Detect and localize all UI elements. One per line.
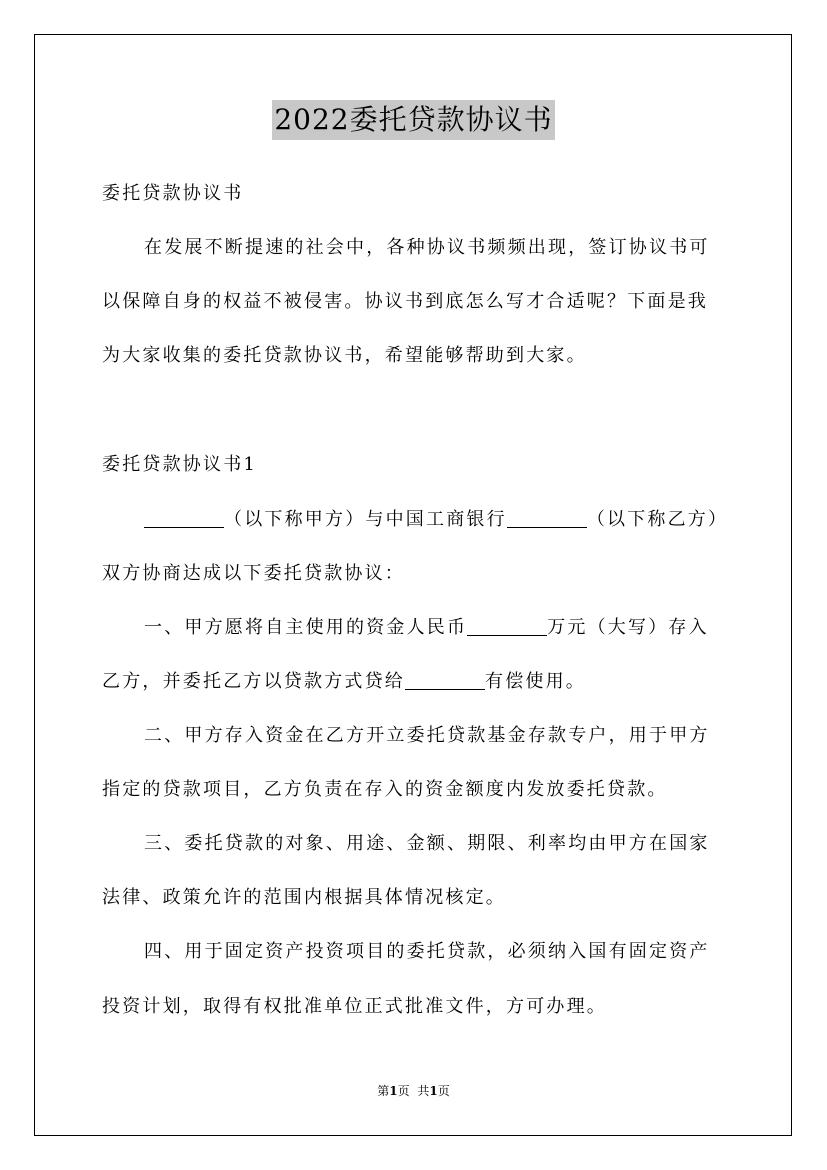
- document-subtitle: 委托贷款协议书: [102, 183, 244, 204]
- intro-line-1: 在发展不断提速的社会中，各种协议书频频出现，签订协议书可: [144, 237, 710, 258]
- clause1-text-3: 乙方，并委托乙方以贷款方式贷给: [102, 671, 405, 692]
- footer-page-suffix: 页: [397, 1084, 410, 1098]
- clause1-text-2: 万元（大写）存入: [547, 617, 709, 638]
- clause1-line-1: [144, 616, 709, 640]
- footer-total-prefix: 共: [417, 1084, 430, 1098]
- section-heading: 委托贷款协议书1: [102, 454, 258, 475]
- parties-text-1: （以下称甲方）与中国工商银行: [224, 509, 507, 530]
- clause2-line-2: 指定的贷款项目，乙方负责在存入的资金额度内发放委托贷款。: [102, 779, 668, 800]
- page-footer: [0, 1083, 827, 1099]
- parties-line-1: [144, 508, 728, 532]
- clause1-text-4: 有偿使用。: [485, 671, 586, 692]
- intro-line-3: 为大家收集的委托贷款协议书，希望能够帮助到大家。: [102, 345, 587, 366]
- intro-line-2: 以保障自身的权益不被侵害。协议书到底怎么写才合适呢？下面是我: [102, 291, 708, 312]
- title-container: [0, 100, 827, 140]
- footer-total-suffix: 页: [437, 1084, 450, 1098]
- document-title: 2022委托贷款协议书: [272, 100, 554, 140]
- blank-party-a[interactable]: [144, 509, 224, 528]
- footer-total-pages: 1: [429, 1084, 438, 1098]
- blank-amount[interactable]: [467, 617, 547, 636]
- clause4-line-1: 四、用于固定资产投资项目的委托贷款，必须纳入国有固定资产: [144, 941, 710, 962]
- clause4-line-2: 投资计划，取得有权批准单位正式批准文件，方可办理。: [102, 996, 607, 1017]
- blank-bank-branch[interactable]: [507, 509, 587, 528]
- footer-prefix: 第: [377, 1084, 390, 1098]
- parties-text-2: （以下称乙方）: [586, 509, 729, 530]
- clause1-text-1: 一、甲方愿将自主使用的资金人民币: [144, 617, 468, 638]
- clause3-line-2: 法律、政策允许的范围内根据具体情况核定。: [102, 887, 506, 908]
- clause2-line-1: 二、甲方存入资金在乙方开立委托贷款基金存款专户，用于甲方: [144, 725, 710, 746]
- footer-page-number: 1: [389, 1084, 398, 1098]
- clause3-line-1: 三、委托贷款的对象、用途、金额、期限、利率均由甲方在国家: [144, 833, 710, 854]
- parties-line-2: 双方协商达成以下委托贷款协议：: [102, 563, 405, 584]
- clause1-line-2: [102, 670, 586, 694]
- blank-borrower[interactable]: [405, 671, 485, 690]
